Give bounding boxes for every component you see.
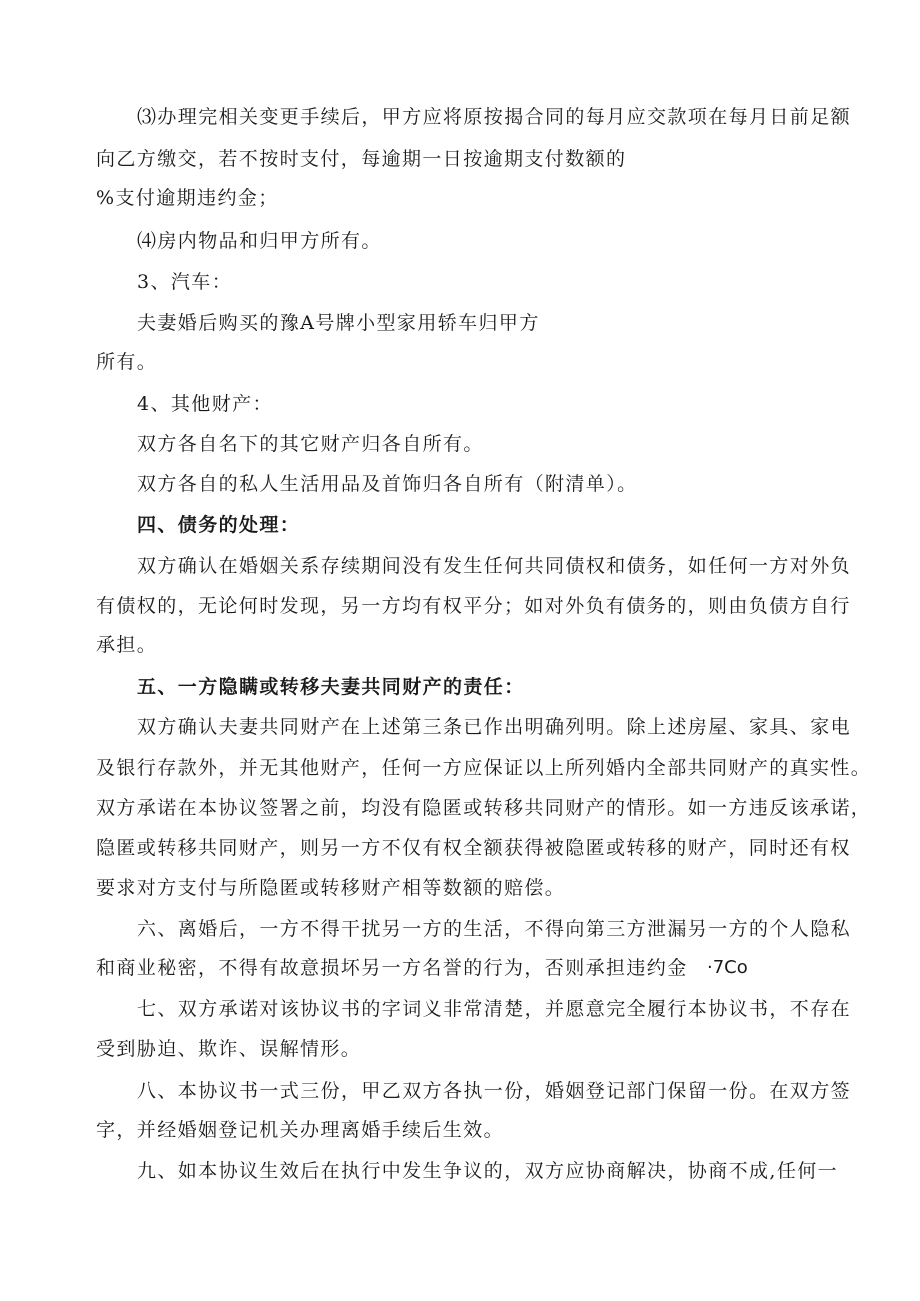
text-line: 有债权的，无论何时发现，另一方均有权平分；如对外负有债务的，则由负债方自行 — [96, 595, 851, 617]
text-line: 双方承诺在本协议签署之前，均没有隐匿或转移共同财产的情形。如一方违反该承诺， — [96, 797, 872, 819]
text-line: ⑶办理完相关变更手续后，甲方应将原按揭合同的每月应交款项在每月日前足额 — [137, 106, 852, 128]
text-line: 六、离婚后，一方不得干扰另一方的生活，不得向第三方泄漏另一方的个人隐私 — [137, 918, 852, 940]
section-heading: 3、汽车： — [137, 271, 233, 293]
text-line: 八、本协议书一式三份，甲乙双方各执一份，婚姻登记部门保留一份。在双方签 — [137, 1080, 852, 1102]
text-line: 及银行存款外，并无其他财产，任何一方应保证以上所列婚内全部共同财产的真实性。 — [96, 757, 872, 779]
text-line: 七、双方承诺对该协议书的字词义非常清楚，并愿意完全履行本协议书，不存在 — [137, 998, 852, 1020]
text-line: 九、如本协议生效后在执行中发生争议的，双方应协商解决，协商不成,任何一 — [137, 1160, 839, 1182]
text-line: 向乙方缴交，若不按时支付，每逾期一日按逾期支付数额的 — [96, 148, 627, 170]
section-heading: 四、债务的处理： — [137, 514, 301, 536]
text-line: 和商业秘密，不得有故意损坏另一方名誉的行为，否则承担违约金 — [96, 957, 688, 979]
text-line: 夫妻婚后购买的豫A号牌小型家用轿车归甲方 — [137, 312, 540, 334]
text-line: 双方各自的私人生活用品及首饰归各自所有（附清单）。 — [137, 473, 638, 495]
text-line: 字，并经婚姻登记机关办理离婚手续后生效。 — [96, 1119, 505, 1141]
section-heading: 五、一方隐瞒或转移夫妻共同财产的责任： — [137, 676, 525, 698]
text-line: 承担。 — [96, 634, 158, 656]
text-line: 双方各自名下的其它财产归各自所有。 — [137, 433, 484, 455]
text-line: 双方确认夫妻共同财产在上述第三条已作出明确列明。除上述房屋、家具、家电 — [137, 716, 852, 738]
text-line: 隐匿或转移共同财产，则另一方不仅有权全额获得被隐匿或转移的财产，同时还有权 — [96, 837, 851, 859]
text-line: 受到胁迫、欺诈、误解情形。 — [96, 1038, 362, 1060]
text-line: 要求对方支付与所隐匿或转移财产相等数额的赔偿。 — [96, 877, 566, 899]
inline-suffix: ·7Co — [707, 957, 748, 978]
text-line: %支付逾期违约金； — [96, 187, 279, 209]
section-heading: 4、其他财产： — [137, 393, 273, 415]
text-line: 所有。 — [96, 351, 158, 373]
text-line: 双方确认在婚姻关系存续期间没有发生任何共同债权和债务，如任何一方对外负 — [137, 555, 852, 577]
text-line: ⑷房内物品和归甲方所有。 — [137, 230, 382, 252]
